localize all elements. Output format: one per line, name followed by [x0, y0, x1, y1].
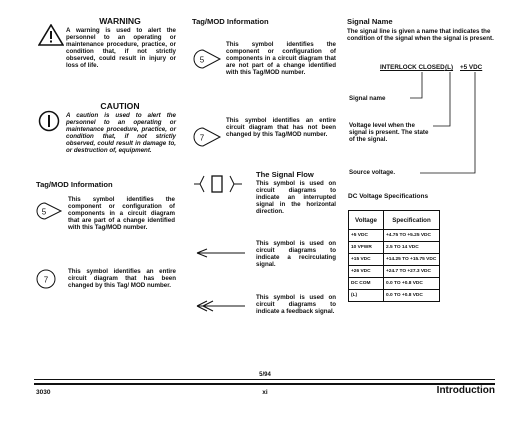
signal-flow-title: The Signal Flow: [256, 170, 314, 179]
tag-mid-title: Tag/MOD Information: [192, 17, 269, 26]
label-source-voltage: Source voltage.: [349, 169, 396, 176]
table-row: [349, 278, 440, 290]
caution-title: CAUTION: [100, 101, 140, 111]
recirculating-signal-arrow-icon: [195, 248, 247, 258]
table-cell: DC COM: [349, 278, 384, 290]
table-cell: 2.5 TO 14 VDC: [384, 242, 440, 254]
tag-mod-flag-icon: [35, 201, 63, 221]
tag-mid-item1-text: This symbol identifies the component or configuration of components in a circuit diagram that are not part of a change identified with this Tag/MOD number.: [226, 41, 336, 77]
table-header: Voltage: [349, 211, 384, 230]
table-cell: 10 VFWR: [349, 242, 384, 254]
signal-flow-item1: This symbol is used on circuit diagrams to indicate an interrupted signal in the horizontal direction.: [256, 180, 336, 216]
caution-text: A caution is used to alert the personnel to an operating or maintenance procedure, practice, or condition that, if not strictly observed, could result in damage to, or destruction of, equipment.: [66, 112, 176, 155]
table-cell: +15 VDC: [349, 254, 384, 266]
example-source-voltage: +5 VDC: [460, 64, 483, 71]
warning-text: A warning is used to alert the personnel to an operating or maintenance procedure, practice, or condition that, if not strictly observed, could result in injury or loss of life.: [66, 27, 176, 70]
tag-left-item1-text: This symbol identifies the component or configuration of components in a circuit diagram that are part of a change identified with this Tag/MOD number.: [68, 196, 175, 232]
table-cell: +14.25 TO +15.75 VDC: [384, 254, 440, 266]
dc-voltage-table: [348, 210, 440, 302]
footer-rule-thin: [34, 379, 495, 380]
table-cell: +5 VDC: [349, 230, 384, 242]
tag-mid-item1-number: 5: [199, 55, 205, 65]
tag-left-item1-number: 5: [41, 207, 47, 217]
footer-product-number: 3030: [36, 389, 51, 396]
tag-mod-flag-icon: [192, 126, 222, 148]
example-signal-name: INTERLOCK CLOSED: [380, 64, 445, 71]
tag-mod-circle-icon: [35, 268, 57, 290]
footer-section-title: Introduction: [436, 385, 495, 396]
table-cell: (L): [349, 290, 384, 302]
signal-flow-item2: This symbol is used on circuit diagrams to indicate a recirculating signal.: [256, 240, 336, 269]
tag-left-title: Tag/MOD Information: [36, 180, 113, 189]
tag-mid-item2-text: This symbol identifies an entire circuit diagram that has not been changed by this Tag/MOD number.: [226, 117, 336, 139]
table-row: [349, 254, 440, 266]
signal-flow-item3: This symbol is used on circuit diagrams to indicate a feedback signal.: [256, 294, 336, 316]
table-row: [349, 242, 440, 254]
interrupted-signal-icon: [192, 172, 248, 196]
table-cell: +4.75 TO +5.25 VDC: [384, 230, 440, 242]
tag-left-item2-number: 7: [43, 275, 49, 285]
label-signal-name: Signal name: [349, 95, 386, 102]
tag-mid-item2-number: 7: [199, 133, 205, 143]
table-row: [349, 290, 440, 302]
table-cell: 0.0 TO +0.8 VDC: [384, 290, 440, 302]
dc-table-title: DC Voltage Specifications: [348, 193, 429, 200]
tag-mod-flag-icon: [192, 48, 222, 70]
table-cell: 0.0 TO +0.8 VDC: [384, 278, 440, 290]
footer-date: 5/94: [259, 372, 271, 378]
example-signal-level: (L): [445, 64, 454, 71]
warning-triangle-icon: [38, 24, 64, 46]
feedback-signal-arrow-icon: [195, 300, 247, 312]
table-cell: +24.7 TO +27.3 VDC: [384, 266, 440, 278]
label-voltage-level: Voltage level when the signal is present. The state of the signal.: [349, 122, 429, 144]
warning-title: WARNING: [99, 16, 141, 26]
table-row: [349, 230, 440, 242]
caution-circle-icon: [38, 110, 60, 132]
table-cell: +26 VDC: [349, 266, 384, 278]
footer-page-number: xi: [262, 389, 268, 396]
table-header-row: [349, 211, 440, 230]
table-header: Specification: [384, 211, 440, 230]
signal-name-text: The signal line is given a name that indicates the condition of the signal when the signal is present.: [347, 28, 494, 43]
tag-left-item2-text: This symbol identifies an entire circuit diagram that has been changed by this Tag/ MOD number.: [68, 268, 176, 290]
table-row: [349, 266, 440, 278]
signal-name-title: Signal Name: [347, 17, 393, 26]
